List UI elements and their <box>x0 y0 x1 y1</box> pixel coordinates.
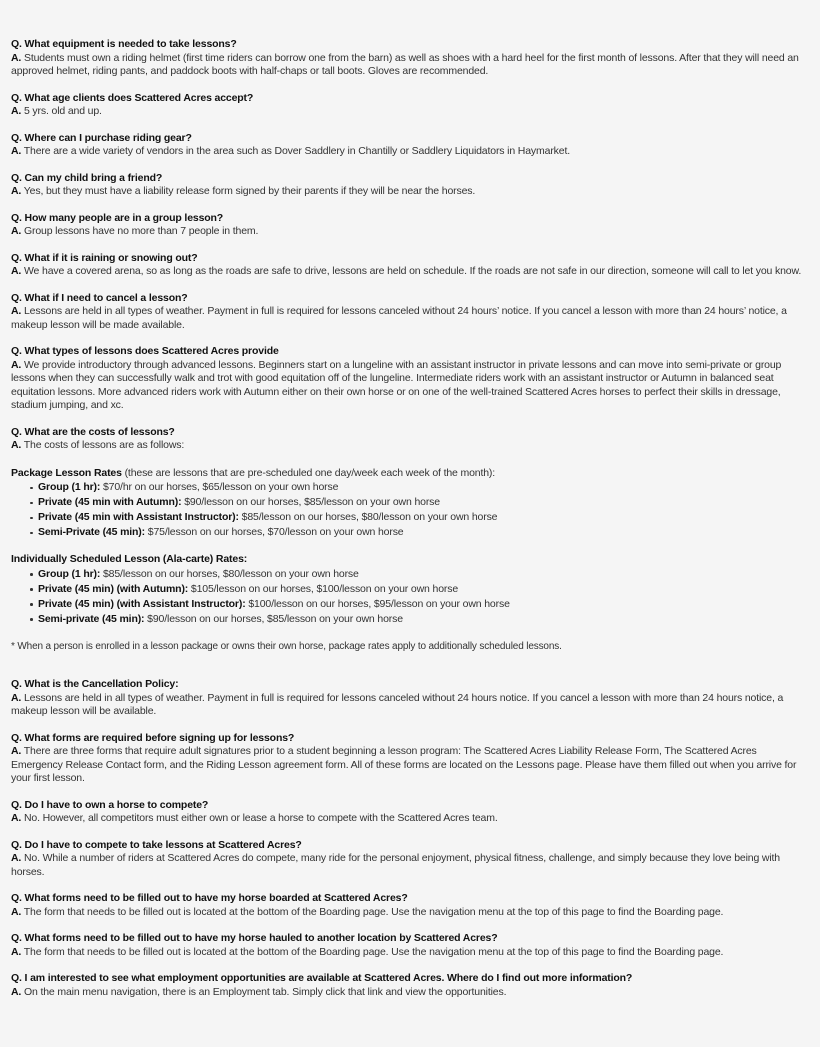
faq-item-group-size <box>11 212 811 239</box>
package-rates <box>11 467 811 541</box>
rate-text: $85/lesson on our horses, $80/lesson on your own horse <box>238 511 498 523</box>
answer-text: 5 yrs. old and up. <box>21 105 102 117</box>
faq-answer <box>11 359 811 413</box>
answer-label: A. <box>11 945 22 958</box>
rate-label: Private (45 min with Autumn): <box>38 496 182 508</box>
rate-label: Semi-private (45 min): <box>38 612 145 625</box>
faq-answer <box>11 145 811 159</box>
rate-text: $100/lesson on our horses, $95/lesson on your own horse <box>245 597 510 610</box>
faq-item-bring-friend <box>11 172 811 199</box>
rate-item <box>30 510 811 525</box>
rate-text: $70/hr on our horses, $65/lesson on your own horse <box>100 481 339 493</box>
faq-item-lesson-types <box>11 345 811 413</box>
faq-answer <box>11 812 811 826</box>
rates-footnote: * When a person is enrolled in a lesson package or owns their own horse, package rates apply to additionally scheduled lessons. <box>11 640 562 652</box>
faq-answer <box>11 185 811 199</box>
answer-text: Students must own a riding helmet (first time riders can borrow one from the barn) as well as shoes with a hard heel for the first month of lessons. After that they will need an approved helmet, riding pants, and paddock boots with half-chaps or tall boots. Gloves are recommended. <box>11 51 799 77</box>
faq-item-equipment <box>11 38 811 79</box>
faq-item-own-horse <box>11 799 811 826</box>
rates-section <box>11 467 811 654</box>
faq-item-required-forms <box>11 732 811 786</box>
rate-item <box>30 612 811 627</box>
answer-text: There are three forms that require adult signatures prior to a student beginning a lesson program: The Scattered Acres Liability Release Form, The Scattered Acres Emergency Release Contact form, and the Riding Lesson agreement form. All of these forms are located on the Lessons page. Please have them filled out when you arrive for your first lesson. <box>11 745 797 784</box>
answer-label: A. <box>11 852 22 864</box>
answer-label: A. <box>11 265 22 277</box>
faq-item-compete <box>11 839 811 880</box>
answer-label: A. <box>11 105 22 117</box>
faq-question: Q. What if it is raining or snowing out? <box>11 251 198 264</box>
faq-answer <box>11 52 811 79</box>
rate-label: Semi-Private (45 min): <box>38 526 145 538</box>
faq-answer <box>11 305 811 332</box>
answer-label: A. <box>11 225 22 237</box>
alacarte-rates <box>11 553 811 627</box>
rate-item <box>30 495 811 510</box>
alacarte-rates-list <box>11 567 811 627</box>
answer-text: No. While a number of riders at Scattered Acres do compete, many ride for the personal enjoyment, physical fitness, challenge, and simply because they love being with horses. <box>11 852 780 878</box>
answer-text: There are a wide variety of vendors in the area such as Dover Saddlery in Chantilly or Saddlery Liquidators in Haymarket. <box>21 145 570 157</box>
package-rates-list <box>11 480 811 540</box>
answer-text: Group lessons have no more than 7 people in them. <box>21 225 259 237</box>
faq-question: Q. What equipment is needed to take lessons? <box>11 38 237 50</box>
faq-question: Q. What types of lessons does Scattered Acres provide <box>11 345 279 357</box>
answer-text: On the main menu navigation, there is an Employment tab. Simply click that link and view the opportunities. <box>21 985 507 998</box>
faq-question: Q. Can my child bring a friend? <box>11 171 163 184</box>
answer-text: We have a covered arena, so as long as the roads are safe to drive, lessons are held on schedule. If the roads are not safe in our direction, someone will call to let you know. <box>21 265 802 277</box>
rate-label: Group (1 hr): <box>38 567 101 580</box>
faq-item-weather <box>11 252 811 279</box>
rate-label: Private (45 min) (with Autumn): <box>38 582 189 595</box>
answer-label: A. <box>11 145 22 157</box>
faq-answer <box>11 692 811 719</box>
faq-item-age <box>11 92 811 119</box>
faq-question: Q. Do I have to compete to take lessons at Scattered Acres? <box>11 838 302 851</box>
rate-text: $75/lesson on our horses, $70/lesson on your own horse <box>145 526 404 538</box>
faq-answer <box>11 745 811 786</box>
package-rates-title: Package Lesson Rates <box>11 466 122 479</box>
answer-label: A. <box>11 745 22 757</box>
faq-item-costs <box>11 426 811 654</box>
answer-label: A. <box>11 812 22 824</box>
answer-label: A. <box>11 51 22 64</box>
rate-item <box>30 567 811 582</box>
faq-question: Q. What is the Cancellation Policy: <box>11 678 179 690</box>
answer-label: A. <box>11 905 22 918</box>
faq-item-cancellation-policy <box>11 678 811 719</box>
faq-question: Q. What forms are required before signing up for lessons? <box>11 731 295 744</box>
rate-label: Private (45 min with Assistant Instructor): <box>38 511 239 523</box>
faq-answer <box>11 906 811 920</box>
rate-text: $90/lesson on our horses, $85/lesson on your own horse <box>181 496 440 508</box>
answer-text: The costs of lessons are as follows: <box>21 439 185 451</box>
faq-item-boarding-forms <box>11 892 811 919</box>
faq-answer <box>11 852 811 879</box>
answer-text: The form that needs to be filled out is located at the bottom of the Boarding page. Use the navigation menu at the top of this page to find the Boarding page. <box>21 945 724 958</box>
faq-item-employment <box>11 972 811 999</box>
rate-text: $85/lesson on our horses, $80/lesson on your own horse <box>100 567 359 580</box>
rate-text: $90/lesson on our horses, $85/lesson on your own horse <box>144 612 403 625</box>
answer-label: A. <box>11 439 22 451</box>
answer-label: A. <box>11 185 22 197</box>
faq-answer <box>11 439 811 453</box>
faq-question: Q. How many people are in a group lesson? <box>11 211 224 224</box>
rate-label: Private (45 min) (with Assistant Instructor): <box>38 597 246 610</box>
faq-question: Q. What age clients does Scattered Acres accept? <box>11 91 254 104</box>
answer-text: Lessons are held in all types of weather. Payment in full is required for lessons canceled without 24 hours notice. If you cancel a lesson with more than 24 hours notice, a makeup lesson will be available. <box>11 691 784 717</box>
rate-label: Group (1 hr): <box>38 481 101 493</box>
faq-question: Q. I am interested to see what employment opportunities are available at Scattered Acres. Where do I find out more information? <box>11 972 633 984</box>
faq-item-riding-gear <box>11 132 811 159</box>
faq-question: Q. Where can I purchase riding gear? <box>11 131 192 144</box>
answer-label: A. <box>11 691 22 704</box>
faq-answer <box>11 225 811 239</box>
answer-text: Lessons are held in all types of weather. Payment in full is required for lessons canceled without 24 hours’ notice. If you cancel a lesson with more than 24 hours’ notice, a makeup lesson will be made available. <box>11 305 787 331</box>
faq-question: Q. What forms need to be filled out to have my horse boarded at Scattered Acres? <box>11 892 408 904</box>
rate-text: $105/lesson on our horses, $100/lesson on your own horse <box>188 582 459 595</box>
faq-question: Q. What are the costs of lessons? <box>11 425 175 438</box>
answer-label: A. <box>11 358 22 371</box>
answer-text: The form that needs to be filled out is located at the bottom of the Boarding page. Use the navigation menu at the top of this page to find the Boarding page. <box>21 905 724 918</box>
faq-answer <box>11 946 811 960</box>
faq-answer <box>11 265 811 279</box>
alacarte-rates-title: Individually Scheduled Lesson (Ala-carte) Rates: <box>11 553 248 565</box>
answer-text: We provide introductory through advanced lessons. Beginners start on a lungeline with an assistant instructor in private lessons and can move into semi-private or group lessons when they can successfully walk and trot with good equitation off of the lungeline. Intermediate riders work with an assistant instructor or Autumn in balanced seat equitation lessons. More advanced riders work with Autumn either on their own horse or on one of the well-trained Scattered Acres horses to perfect their skills in dressage, stadium jumping, and xc. <box>11 358 782 411</box>
alacarte-rates-heading <box>11 553 811 567</box>
package-rates-subtitle: (these are lessons that are pre-scheduled one day/week each week of the month): <box>121 466 496 479</box>
rate-item <box>30 582 811 597</box>
answer-label: A. <box>11 985 22 998</box>
faq-answer <box>11 986 811 1000</box>
rate-item <box>30 525 811 540</box>
answer-text: Yes, but they must have a liability release form signed by their parents if they will be near the horses. <box>21 185 476 197</box>
faq-item-cancel <box>11 292 811 333</box>
faq-item-hauling-forms <box>11 932 811 959</box>
answer-label: A. <box>11 305 22 317</box>
faq-question: Q. What forms need to be filled out to have my horse hauled to another location by Scattered Acres? <box>11 932 498 944</box>
rate-item <box>30 597 811 612</box>
faq-question: Q. Do I have to own a horse to compete? <box>11 798 209 811</box>
answer-text: No. However, all competitors must either own or lease a horse to compete with the Scattered Acres team. <box>21 812 498 824</box>
package-rates-heading <box>11 467 811 481</box>
rate-item <box>30 480 811 495</box>
faq-question: Q. What if I need to cancel a lesson? <box>11 291 188 304</box>
faq-answer <box>11 105 811 119</box>
